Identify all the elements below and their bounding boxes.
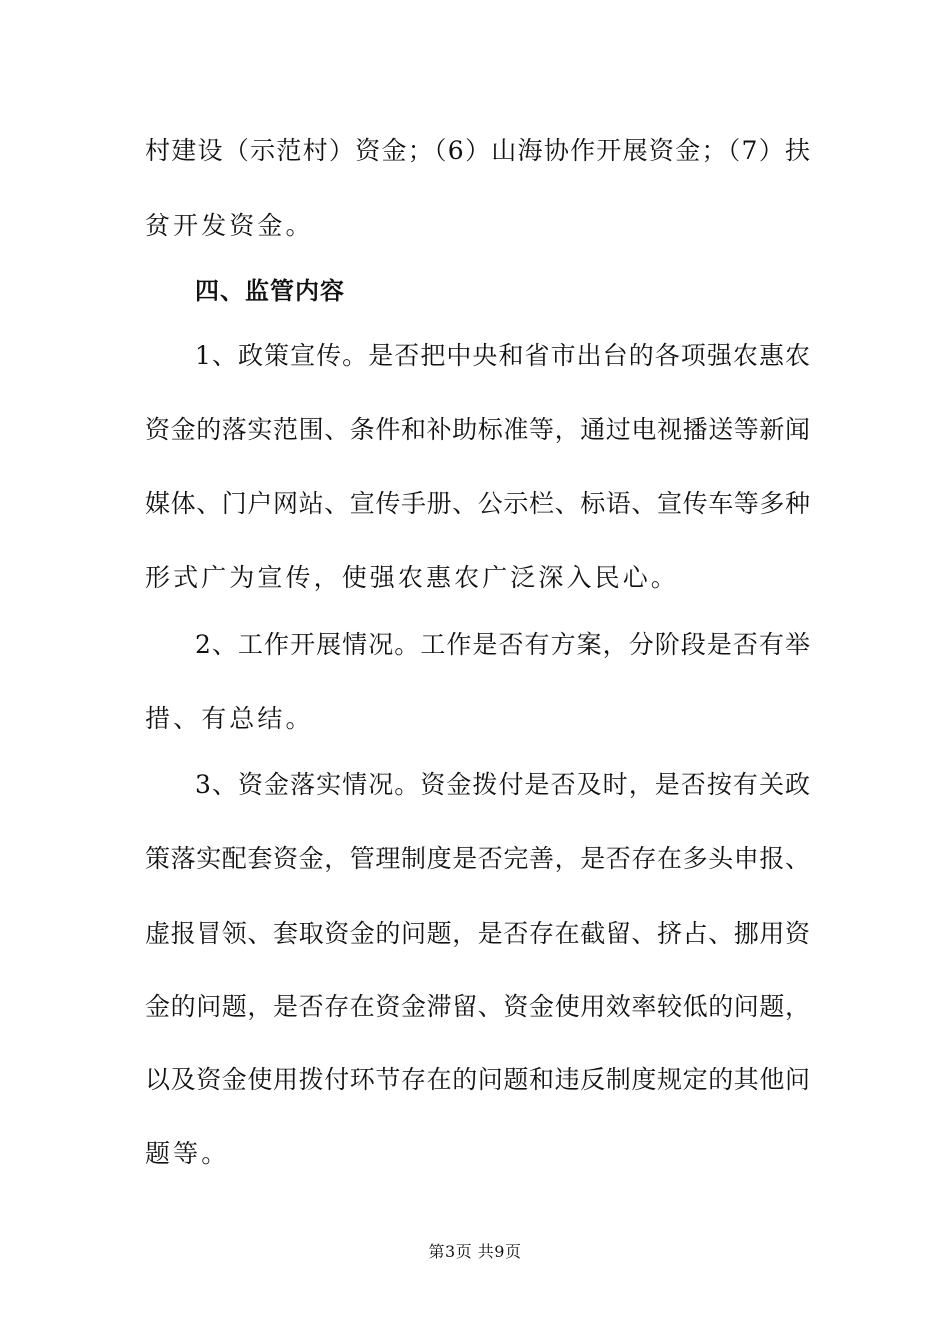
- body-line: 题等。: [145, 1139, 230, 1168]
- body-line: 以及资金使用拨付环节存在的问题和违反制度规定的其他问: [145, 1065, 810, 1094]
- body-line: 资金的落实范围、条件和补助标准等，通过电视播送等新闻: [145, 415, 810, 444]
- body-line: 虚报冒领、套取资金的问题，是否存在截留、挤占、挪用资: [145, 919, 810, 948]
- body-line: 形式广为宣传，使强农惠农广泛深入民心。: [145, 563, 679, 592]
- body-line: 2、工作开展情况。工作是否有方案，分阶段是否有举: [195, 630, 810, 659]
- body-line: 媒体、门户网站、宣传手册、公示栏、标语、宣传车等多种: [145, 489, 810, 518]
- section-heading: 四、监管内容: [195, 277, 345, 305]
- body-line: 1、政策宣传。是否把中央和省市出台的各项强农惠农: [195, 341, 810, 370]
- body-line: 措、有总结。: [145, 704, 314, 733]
- body-line: 策落实配套资金，管理制度是否完善，是否存在多头申报、: [145, 844, 810, 873]
- body-line: 贫开发资金。: [145, 211, 314, 240]
- body-line: 3、资金落实情况。资金拨付是否及时，是否按有关政: [195, 770, 810, 799]
- body-line: 金的问题，是否存在资金滞留、资金使用效率较低的问题，: [145, 992, 810, 1021]
- page-number-footer: 第3页 共9页: [428, 1242, 522, 1261]
- body-line: 村建设（示范村）资金；（6）山海协作开展资金；（7）扶: [145, 136, 810, 165]
